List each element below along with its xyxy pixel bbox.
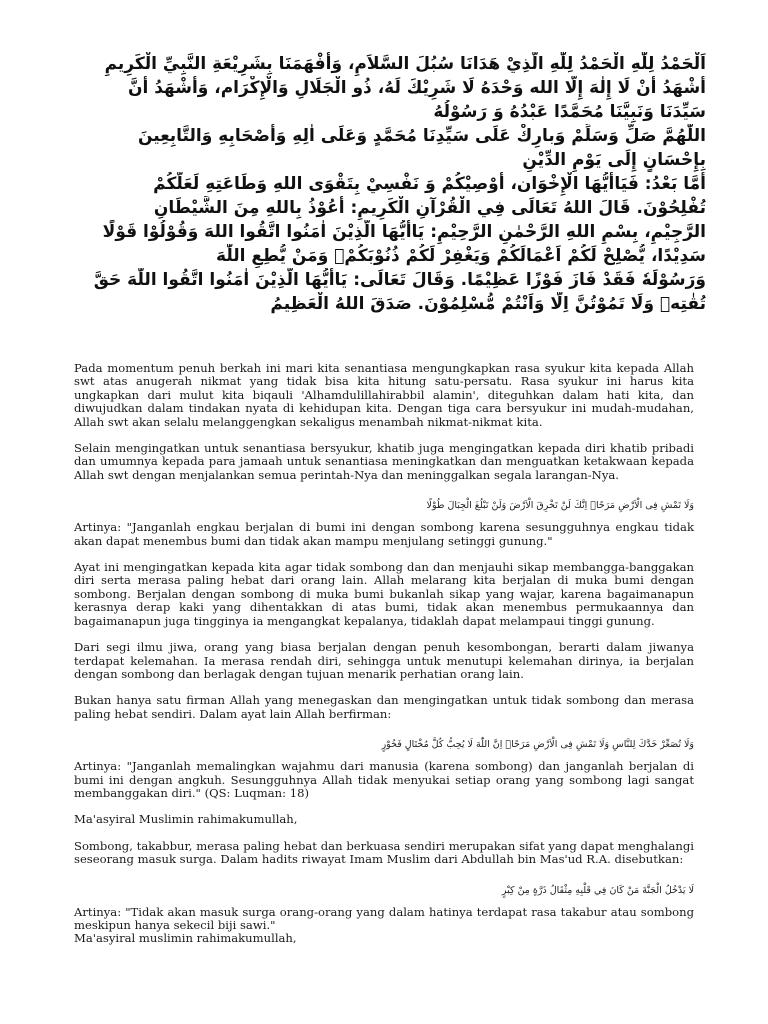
arabic-line: الرَّجِيْمِ، بِسْمِ اللهِ الرَّحْمٰنِ الرَّحِيْمِ: يَاأَيُّهَا الَّذِيْنَ اٰمَنُوا اتَّقُوا اللهَ وَقُوْلُوْا قَوْلًا — [102, 222, 706, 242]
paragraph: Bukan hanya satu firman Allah yang menegaskan dan mengingatkan untuk tidak sombong dan merasa paling hebat sendiri. Dalam ayat lain Allah berfirman: — [74, 693, 694, 721]
arabic-line: أَشْهَدُ أَنْ لَا إِلٰهَ إِلَّا الله وَحْدَهُ لَا شَرِيْكَ لَهُ، ذُو الْجَلَالِ وَالْإِكْرَام، وَأَشْهَدُ أَنَّ — [127, 78, 706, 98]
paragraph: Selain mengingatkan untuk senantiasa bersyukur, khatib juga mengingatkan kepada diri khatib pribadi dan umumnya kepada para jamaah untuk senantiasa meningkatkan dan menguatkan ketakwaan kepada Allah swt dengan menjalankan semua perintah-Nya dan meninggalkan segala larangan-Nya. — [74, 441, 694, 482]
quran-verse-arabic: وَلَا تُصَعِّرْ خَدَّكَ لِلنَّاسِ وَلَا تَمْشِ فِى الْاَرْضِ مَرَحًاۗ اِنَّ اللّٰهَ لَا يُحِبُّ كُلَّ مُخْتَالٍ فَخُوْرٍ — [381, 739, 694, 751]
hadith-arabic: لَا يَدْخُلُ الْجَنَّةَ مَنْ كَانَ فِي قَلْبِهِ مِثْقَالُ ذَرَّةٍ مِنْ كِبْرٍ — [501, 884, 694, 896]
paragraph: Ma'asyiral Muslimin rahimakumullah, — [74, 812, 298, 827]
paragraph-translation: Artinya: "Janganlah engkau berjalan di bumi ini dengan sombong karena sesungguhnya engkau tidak akan dapat menembus bumi dan tidak akan mampu menjulang setinggi gunung." — [74, 520, 694, 548]
paragraph: Sombong, takabbur, merasa paling hebat dan berkuasa sendiri merupakan sifat yang dapat menghalangi seseorang masuk surga. Dalam hadits riwayat Imam Muslim dari Abdullah bin Mas'ud R.A. disebutkan: — [74, 838, 694, 867]
arabic-line: أَمَّا بَعْدُ: فَيَاأَيُّهَا الْإِخْوَان، أُوْصِيْكُمْ وَ نَفْسِيْ بِتَقْوَى اللهِ وَطَاعَتِهِ لَعَلَّكُمْ — [153, 174, 706, 194]
paragraph: Dari segi ilmu jiwa, orang yang biasa berjalan dengan penuh kesombongan, berarti dalam jiwanya terdapat kelemahan. Ia merasa rendah diri, sehingga untuk menutupi kelemahan dirinya, ia berjalan dengan sombong dan berlagak dengan tujuan menarik perhatian orang lain. — [74, 640, 694, 681]
document-body — [74, 362, 694, 946]
arabic-line: سَدِيْدًا، يُّصْلِحْ لَكُمْ اَعْمَالَكُمْ وَيَغْفِرْ لَكُمْ ذُنُوْبَكُمْۗ وَمَنْ يُّطِعِ اللّٰهَ — [216, 246, 706, 266]
arabic-line: وَرَسُوْلَهٗ فَقَدْ فَازَ فَوْزًا عَظِيْمًا. وَقَالَ تَعَالَى: يَاأَيُّهَا الَّذِيْنَ اٰمَنُوا اتَّقُوا اللّٰهَ حَقَّ — [93, 270, 706, 290]
arabic-line: بِإِحْسَانٍ إِلَى يَوْمِ الدِّيْنِ — [522, 150, 706, 170]
arabic-line: اَلْحَمْدُ لِلّٰهِ الْحَمْدُ لِلّٰهِ الَّذِيْ هَدَانَا سُبُلَ السَّلاَمِ، وَأَفْهَمَنَا بِشَرِيْعَةِ النَّبِيِّ الْكَرِيمِ — [104, 54, 706, 74]
arabic-opening-khutbah — [70, 52, 706, 316]
quran-verse-arabic: وَلَا تَمْشِ فِى الْاَرْضِ مَرَحًاۚ اِنَّكَ لَنْ تَخْرِقَ الْاَرْضَ وَلَنْ تَبْلُغَ الْجِبَالَ طُوْلًا — [426, 500, 694, 512]
arabic-line: سَيِّدَنَا وَنَبِيَّنَا مُحَمَّدًا عَبْدُهُ وَ رَسُوْلُهُ — [433, 102, 706, 122]
paragraph: Ma'asyiral muslimin rahimakumullah, — [74, 931, 297, 946]
paragraph-translation: Artinya: "Janganlah memalingkan wajahmu dari manusia (karena sombong) dan janganlah berjalan di bumi ini dengan angkuh. Sesungguhnya Allah tidak menyukai setiap orang yang sombong lagi sangat membanggakan diri." (QS: Luqman: 18) — [74, 759, 694, 800]
arabic-line: تُقٰتِهٖ وَلَا تَمُوْتُنَّ اِلَّا وَاَنْتُمْ مُّسْلِمُوْنَ. صَدَقَ اللهُ الْعَظِيمُ — [270, 294, 706, 314]
paragraph-translation: Artinya: "Tidak akan masuk surga orang-orang yang dalam hatinya terdapat rasa takabur atau sombong meskipun hanya sekecil biji sawi." — [74, 904, 694, 932]
arabic-line: اللّٰهُمَّ صَلِّ وَسَلِّمْ وَبارِكْ عَلَى سَيِّدِنَا مُحَمَّدٍ وَعَلَى اٰلِهِ وَأَصْحَابِهِ وَالتَّابِعِينَ — [137, 126, 706, 146]
paragraph: Pada momentum penuh berkah ini mari kita senantiasa mengungkapkan rasa syukur kita kepada Allah swt atas anugerah nikmat yang tidak bisa kita hitung satu-persatu. Rasa syukur ini harus kita ungkapkan dari mulut kita biqauli 'Alhamdulillahirabbil alamin', diteguhkan dalam hati kita, dan diwujudkan dalam tindakan nyata di kehidupan kita. Dengan tiga cara bersyukur ini mudah-mudahan, Allah swt akan selalu melanggengkan sekaligus menambah nikmat-nikmat kita. — [74, 361, 694, 429]
paragraph: Ayat ini mengingatkan kepada kita agar tidak sombong dan dan menjauhi sikap membangga-banggakan diri serta merasa paling hebat dari orang lain. Allah melarang kita berjalan di muka bumi dengan sombong. Berjalan dengan sombong di muka bumi bukanlah sikap yang wajar, karena bagaimanapun kerasnya derap kaki yang dihentakkan di atas bumi, tidak akan menembus permukaannya dan bagaimanapun juga tingginya ia mengangkat kepalanya, tidaklah dapat melampaui tinggi gunung. — [74, 560, 694, 628]
arabic-line: تُفْلِحُوْنَ. قَالَ اللهُ تَعَالَى فِي الْقُرْآنِ الْكَرِيمِ: أَعُوْذُ بِاللهِ مِنَ الشَّيْطَانِ — [153, 198, 706, 218]
